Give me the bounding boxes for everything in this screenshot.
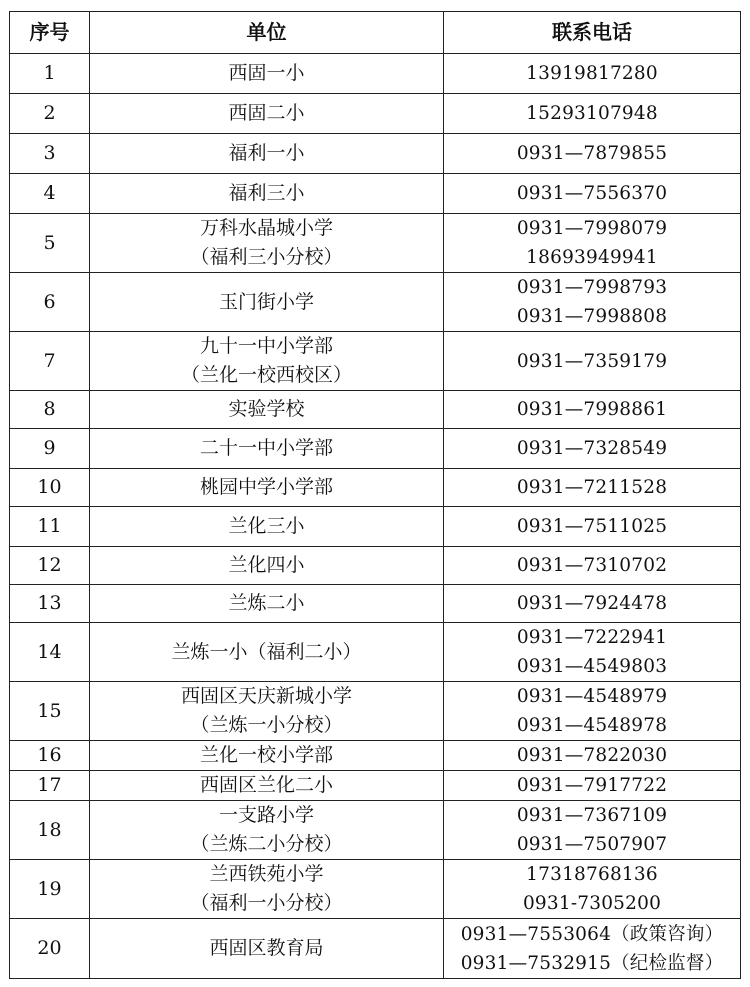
row-index: 10 bbox=[10, 469, 90, 507]
table-row bbox=[10, 741, 741, 771]
row-phone bbox=[444, 273, 741, 332]
header-index: 序号 bbox=[10, 12, 90, 54]
unit-line: 兰炼二小 bbox=[228, 592, 305, 614]
row-unit bbox=[90, 214, 444, 273]
unit-line: （兰炼二小分校） bbox=[190, 833, 343, 855]
row-phone bbox=[444, 682, 741, 741]
row-phone bbox=[444, 547, 741, 585]
phone-line: 0931-7305200 bbox=[522, 893, 662, 914]
row-phone bbox=[444, 860, 741, 919]
unit-line: （福利三小分校） bbox=[190, 246, 343, 268]
table-row bbox=[10, 801, 741, 860]
row-unit bbox=[90, 273, 444, 332]
phone-line: 0931—7211528 bbox=[516, 477, 668, 498]
phone-line: 17318768136 bbox=[526, 864, 658, 885]
row-unit bbox=[90, 469, 444, 507]
phone-line: 0931—7998079 bbox=[516, 218, 668, 239]
row-index: 19 bbox=[10, 860, 90, 919]
unit-line: 实验学校 bbox=[228, 398, 305, 420]
row-phone bbox=[444, 801, 741, 860]
unit-line: （兰化一校西校区） bbox=[180, 364, 352, 386]
row-index: 3 bbox=[10, 134, 90, 174]
table-row bbox=[10, 771, 741, 801]
row-unit bbox=[90, 771, 444, 801]
row-unit bbox=[90, 391, 444, 429]
table-row bbox=[10, 94, 741, 134]
row-phone bbox=[444, 507, 741, 547]
row-unit bbox=[90, 54, 444, 94]
phone-line: 15293107948 bbox=[526, 103, 658, 124]
unit-line: 西固区兰化二小 bbox=[199, 774, 333, 796]
row-unit bbox=[90, 801, 444, 860]
row-phone bbox=[444, 469, 741, 507]
phone-line: 0931—4549803 bbox=[516, 656, 668, 677]
row-unit bbox=[90, 741, 444, 771]
table-row bbox=[10, 860, 741, 919]
unit-line: 西固二小 bbox=[228, 102, 305, 124]
phone-line: 0931—7553064（政策咨询） bbox=[460, 923, 724, 945]
row-index: 2 bbox=[10, 94, 90, 134]
row-index: 18 bbox=[10, 801, 90, 860]
row-phone bbox=[444, 214, 741, 273]
header-phone: 联系电话 bbox=[444, 12, 741, 54]
table-row bbox=[10, 507, 741, 547]
unit-line: 福利一小 bbox=[228, 142, 305, 164]
row-phone bbox=[444, 94, 741, 134]
row-index: 9 bbox=[10, 429, 90, 469]
unit-line: 桃园中学小学部 bbox=[199, 476, 333, 498]
row-phone bbox=[444, 919, 741, 979]
phone-line: 0931—7998861 bbox=[516, 399, 668, 420]
row-unit bbox=[90, 134, 444, 174]
table-row bbox=[10, 429, 741, 469]
row-index: 6 bbox=[10, 273, 90, 332]
unit-line: 福利三小 bbox=[228, 182, 305, 204]
row-unit bbox=[90, 332, 444, 391]
table-row bbox=[10, 682, 741, 741]
phone-line: 0931—4548978 bbox=[516, 715, 668, 736]
table-row bbox=[10, 585, 741, 623]
table-row bbox=[10, 332, 741, 391]
unit-line: 兰化一校小学部 bbox=[199, 744, 333, 766]
row-index: 1 bbox=[10, 54, 90, 94]
table-row bbox=[10, 134, 741, 174]
row-unit bbox=[90, 860, 444, 919]
phone-line: 0931—4548979 bbox=[516, 686, 668, 707]
row-phone bbox=[444, 391, 741, 429]
table-body bbox=[10, 54, 741, 979]
unit-line: 西固区教育局 bbox=[209, 937, 324, 959]
phone-line: 0931—7998808 bbox=[516, 306, 668, 327]
row-index: 8 bbox=[10, 391, 90, 429]
row-phone bbox=[444, 332, 741, 391]
row-unit bbox=[90, 507, 444, 547]
table-row bbox=[10, 273, 741, 332]
table-row bbox=[10, 54, 741, 94]
unit-line: 兰化三小 bbox=[228, 515, 305, 537]
table-row bbox=[10, 469, 741, 507]
row-index: 14 bbox=[10, 623, 90, 682]
row-index: 17 bbox=[10, 771, 90, 801]
row-index: 15 bbox=[10, 682, 90, 741]
table-row bbox=[10, 214, 741, 273]
phone-line: 0931—7822030 bbox=[516, 745, 668, 766]
row-unit bbox=[90, 174, 444, 214]
row-phone bbox=[444, 623, 741, 682]
table-row bbox=[10, 623, 741, 682]
unit-line: （兰炼一小分校） bbox=[190, 714, 343, 736]
row-unit bbox=[90, 547, 444, 585]
row-phone bbox=[444, 741, 741, 771]
row-index: 5 bbox=[10, 214, 90, 273]
phone-line: 0931—7532915（纪检监督） bbox=[460, 952, 724, 974]
row-index: 20 bbox=[10, 919, 90, 979]
table-header-row bbox=[10, 12, 741, 54]
unit-line: 九十一中小学部 bbox=[199, 335, 333, 357]
unit-line: 西固区天庆新城小学 bbox=[180, 685, 352, 707]
phone-line: 0931—7222941 bbox=[516, 627, 668, 648]
row-index: 7 bbox=[10, 332, 90, 391]
phone-line: 0931—7917722 bbox=[516, 775, 668, 796]
phone-line: 0931—7511025 bbox=[516, 516, 668, 537]
row-unit bbox=[90, 94, 444, 134]
row-unit bbox=[90, 623, 444, 682]
table-row bbox=[10, 174, 741, 214]
contact-table-container bbox=[9, 11, 741, 979]
row-unit bbox=[90, 682, 444, 741]
table-row bbox=[10, 391, 741, 429]
unit-line: 一支路小学 bbox=[218, 804, 314, 826]
contact-table bbox=[9, 11, 741, 979]
row-unit bbox=[90, 585, 444, 623]
row-phone bbox=[444, 429, 741, 469]
phone-line: 0931—7556370 bbox=[516, 183, 668, 204]
unit-line: 二十一中小学部 bbox=[199, 437, 333, 459]
unit-line: 万科水晶城小学 bbox=[199, 217, 333, 239]
phone-line: 0931—7359179 bbox=[516, 350, 668, 372]
phone-line: 0931—7367109 bbox=[516, 805, 668, 826]
phone-line: 0931—7507907 bbox=[516, 834, 668, 855]
phone-line: 0931—7998793 bbox=[516, 277, 668, 298]
row-phone bbox=[444, 771, 741, 801]
phone-line: 0931—7310702 bbox=[516, 555, 668, 576]
header-unit: 单位 bbox=[90, 12, 444, 54]
row-phone bbox=[444, 54, 741, 94]
phone-line: 0931—7328549 bbox=[516, 438, 668, 459]
row-phone bbox=[444, 134, 741, 174]
phone-line: 18693949941 bbox=[526, 247, 658, 268]
row-index: 11 bbox=[10, 507, 90, 547]
phone-line: 0931—7924478 bbox=[516, 593, 668, 614]
unit-line: 兰西铁苑小学 bbox=[209, 863, 324, 885]
unit-line: 兰化四小 bbox=[228, 554, 305, 576]
table-row bbox=[10, 547, 741, 585]
row-index: 4 bbox=[10, 174, 90, 214]
unit-line: （福利一小分校） bbox=[190, 892, 343, 914]
row-unit bbox=[90, 919, 444, 979]
unit-line: 兰炼一小（福利二小） bbox=[171, 640, 362, 663]
row-unit bbox=[90, 429, 444, 469]
unit-line: 西固一小 bbox=[228, 62, 305, 84]
row-phone bbox=[444, 174, 741, 214]
row-index: 12 bbox=[10, 547, 90, 585]
unit-line: 玉门街小学 bbox=[218, 290, 314, 313]
row-phone bbox=[444, 585, 741, 623]
table-row bbox=[10, 919, 741, 979]
row-index: 13 bbox=[10, 585, 90, 623]
phone-line: 13919817280 bbox=[526, 63, 658, 84]
row-index: 16 bbox=[10, 741, 90, 771]
phone-line: 0931—7879855 bbox=[516, 143, 668, 164]
